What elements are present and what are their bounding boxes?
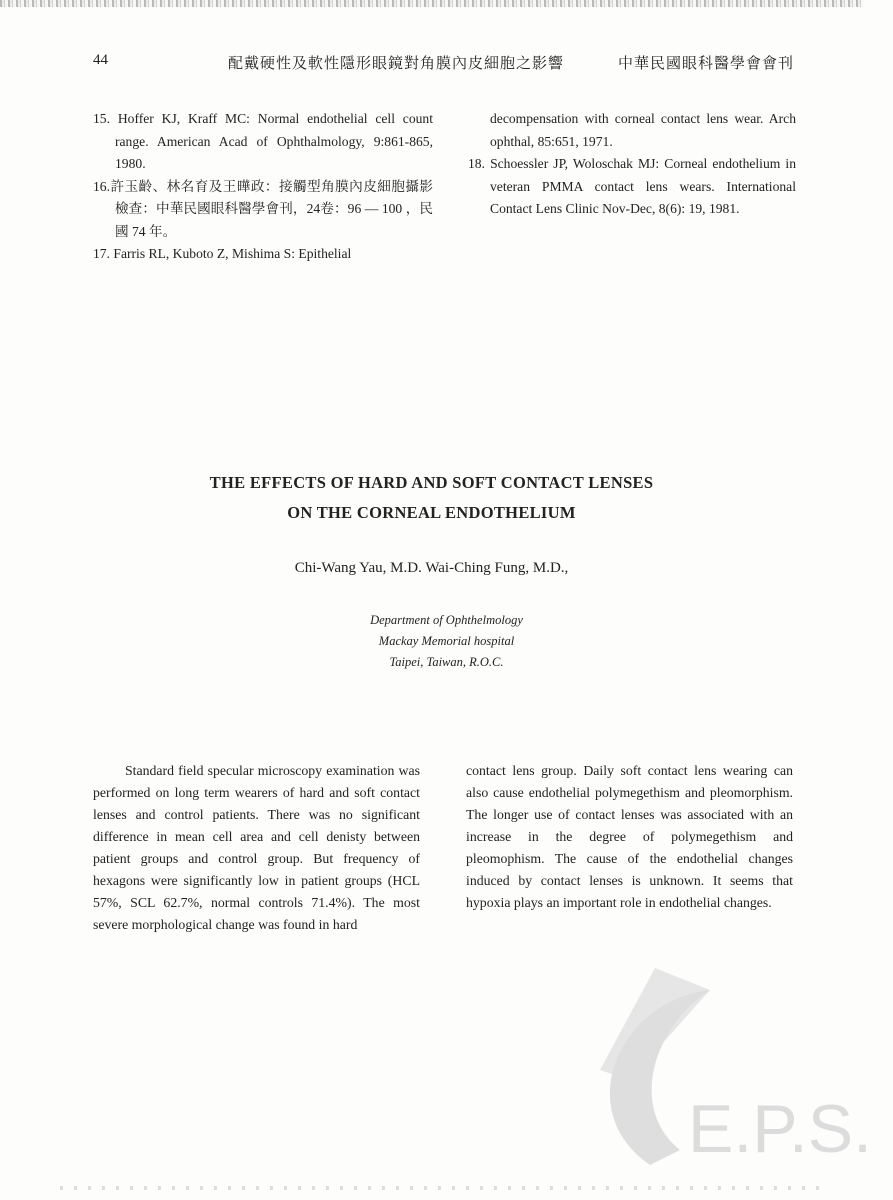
abstract-right-column: contact lens group. Daily soft contact lens wearing can also cause endothelial polymegethism and pleomorphism. The longer use of contact lenses was associated with an increase in the degree of polymegethism and pleomophism. The cause of the endothelial changes induced by contact lenses is unknown. It seems that hypoxia plays an important role in endothelial changes. <box>466 763 793 910</box>
scan-noise-bottom <box>60 1186 820 1190</box>
reference-number: 15. <box>93 111 118 126</box>
affiliation-hospital: Mackay Memorial hospital <box>378 634 515 648</box>
running-article-title: 配戴硬性及軟性隱形眼鏡對角膜內皮細胞之影響 <box>228 56 565 72</box>
page-number: 44 <box>93 52 108 68</box>
article-title <box>0 468 863 528</box>
article-title-line: THE EFFECTS OF HARD AND SOFT CONTACT LENSES <box>209 473 654 492</box>
reference-number: 16. <box>93 178 110 194</box>
reference-number: 17. <box>93 246 114 261</box>
reference-text: 許玉齡、林名育及王曄政：接觸型角膜內皮細胞攝影檢查：中華民國眼科醫學會刊，24卷：96 — 100 ，民國 74 年。 <box>110 178 433 239</box>
author-list: Chi-Wang Yau, M.D. Wai-Ching Fung, M.D., <box>294 560 569 576</box>
affiliation-department: Department of Ophthelmology <box>370 613 523 627</box>
reference-item <box>468 108 796 153</box>
reference-item <box>93 108 433 176</box>
article-title-line: ON THE CORNEAL ENDOTHELIUM <box>287 503 576 522</box>
reference-text: Farris RL, Kuboto Z, Mishima S: Epithelial <box>113 246 352 261</box>
reference-item <box>93 176 433 244</box>
references-right-column <box>468 108 796 221</box>
reference-text: Hoffer KJ, Kraff MC: Normal endothelial cell count range. American Acad of Ophthalmology, 9:861-865, 1980. <box>115 111 433 171</box>
reference-item <box>93 243 433 266</box>
abstract-left-column: Standard field specular microscopy examination was performed on long term wearers of hard and soft contact lenses and control patients. There was no significant difference in mean cell area and cell denisty between patient groups and control group. But frequency of hexagons were significantly low in patient groups (HCL 57%, SCL 62.7%, normal controls 71.4%). The most severe morphological change was found in hard <box>93 763 420 932</box>
eps-watermark-logo <box>560 960 872 1180</box>
affiliation <box>0 610 893 673</box>
references-left-column <box>93 108 433 266</box>
reference-number: 18. <box>468 156 491 171</box>
reference-text: Schoessler JP, Woloschak MJ: Corneal endothelium in veteran PMMA contact lens wears. International Contact Lens Clinic Nov-Dec, 8(6): 19, 1981. <box>490 156 796 216</box>
reference-item <box>468 153 796 221</box>
scan-noise-top <box>0 0 863 7</box>
running-journal-name: 中華民國眼科醫學會會刊 <box>618 56 795 72</box>
reference-text: decompensation with corneal contact lens wear. Arch ophthal, 85:651, 1971. <box>490 111 796 149</box>
watermark-text: E.P.S. <box>688 1091 872 1167</box>
affiliation-location: Taipei, Taiwan, R.O.C. <box>389 655 504 669</box>
running-head <box>0 52 863 76</box>
